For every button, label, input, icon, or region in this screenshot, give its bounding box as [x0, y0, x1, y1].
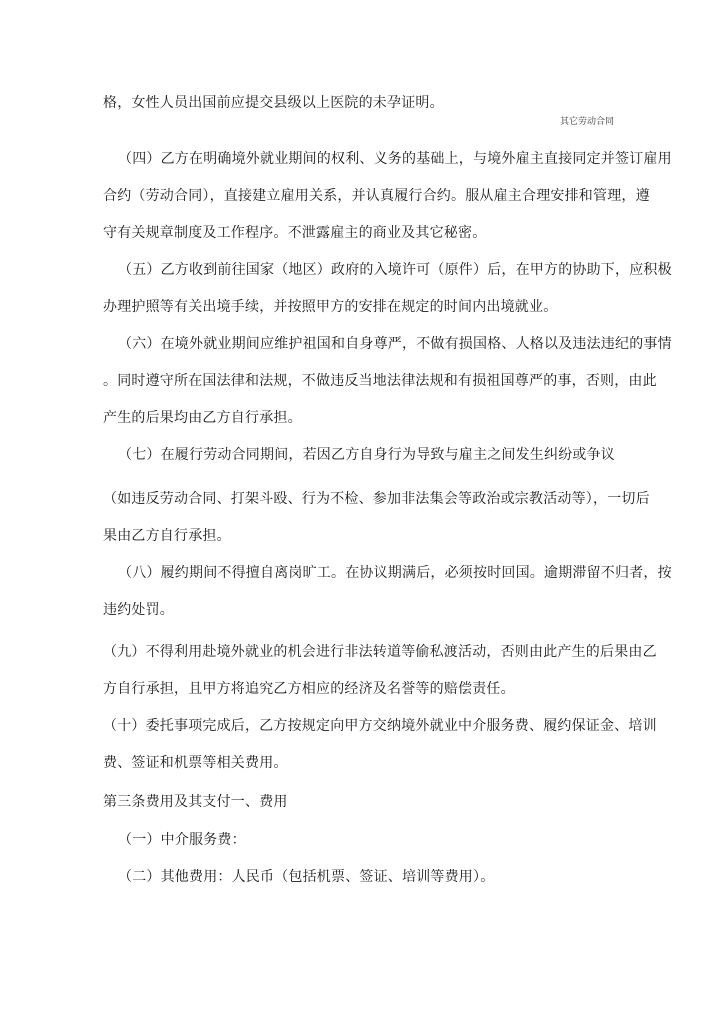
clause-10-line: （十）委托事项完成后，乙方按规定向甲方交纳境外就业中介服务费、履约保证金、培训 [103, 718, 657, 734]
clause-5-line: （五）乙方收到前往国家（地区）政府的入境许可（原件）后，在甲方的协助下，应积极 [118, 262, 672, 278]
paragraph-line: 格，女性人员出国前应提交县级以上医院的未孕证明。 [103, 95, 444, 111]
section-heading: 第三条费用及其支付一、费用 [103, 794, 288, 810]
clause-5-line: 办理护照等有关出境手续，并按照甲方的安排在规定的时间内出境就业。 [103, 299, 558, 315]
clause-8-line: 违约处罚。 [103, 602, 174, 618]
clause-4-line: 合约（劳动合同），直接建立雇用关系，并认真履行合约。服从雇主合理安排和管理，遵 [103, 188, 650, 204]
clause-6-line: （六）在境外就业期间应维护祖国和自身尊严，不做有损国格、人格以及违法违纪的事情 [118, 336, 672, 352]
clause-7-line: （七）在履行劳动合同期间，若因乙方自身行为导致与雇主之间发生纠纷或争议 [118, 447, 615, 463]
clause-9-line: （九）不得利用赴境外就业的机会进行非法转道等偷私渡活动，否则由此产生的后果由乙 [103, 644, 657, 660]
fee-item: （二）其他费用：人民币（包括机票、签证、培训等费用）。 [118, 869, 495, 885]
clause-9-line: 方自行承担，且甲方将追究乙方相应的经济及名誉等的赔偿责任。 [103, 681, 515, 697]
clause-10-line: 费、签证和机票等相关费用。 [103, 755, 288, 771]
fee-item: （一）中介服务费： [118, 832, 246, 848]
clause-7-line: 果由乙方自行承担。 [103, 528, 231, 544]
side-note: 其它劳动合同 [559, 117, 614, 127]
clause-6-line: 。同时遵守所在国法律和法规，不做违反当地法律法规和有损祖国尊严的事，否则，由此 [103, 373, 657, 389]
clause-6-line: 产生的后果均由乙方自行承担。 [103, 410, 302, 426]
clause-7-line: （如违反劳动合同、打架斗殴、行为不检、参加非法集会等政治或宗教活动等），一切后 [103, 491, 650, 507]
clause-8-line: （八）履约期间不得擅自离岗旷工。在协议期满后，必须按时回国。逾期滞留不归者，按 [118, 565, 672, 581]
clause-4-line: （四）乙方在明确境外就业期间的权利、义务的基础上，与境外雇主直接同定并签订雇用 [118, 151, 672, 167]
clause-4-line: 守有关规章制度及工作程序。不泄露雇主的商业及其它秘密。 [103, 225, 487, 241]
